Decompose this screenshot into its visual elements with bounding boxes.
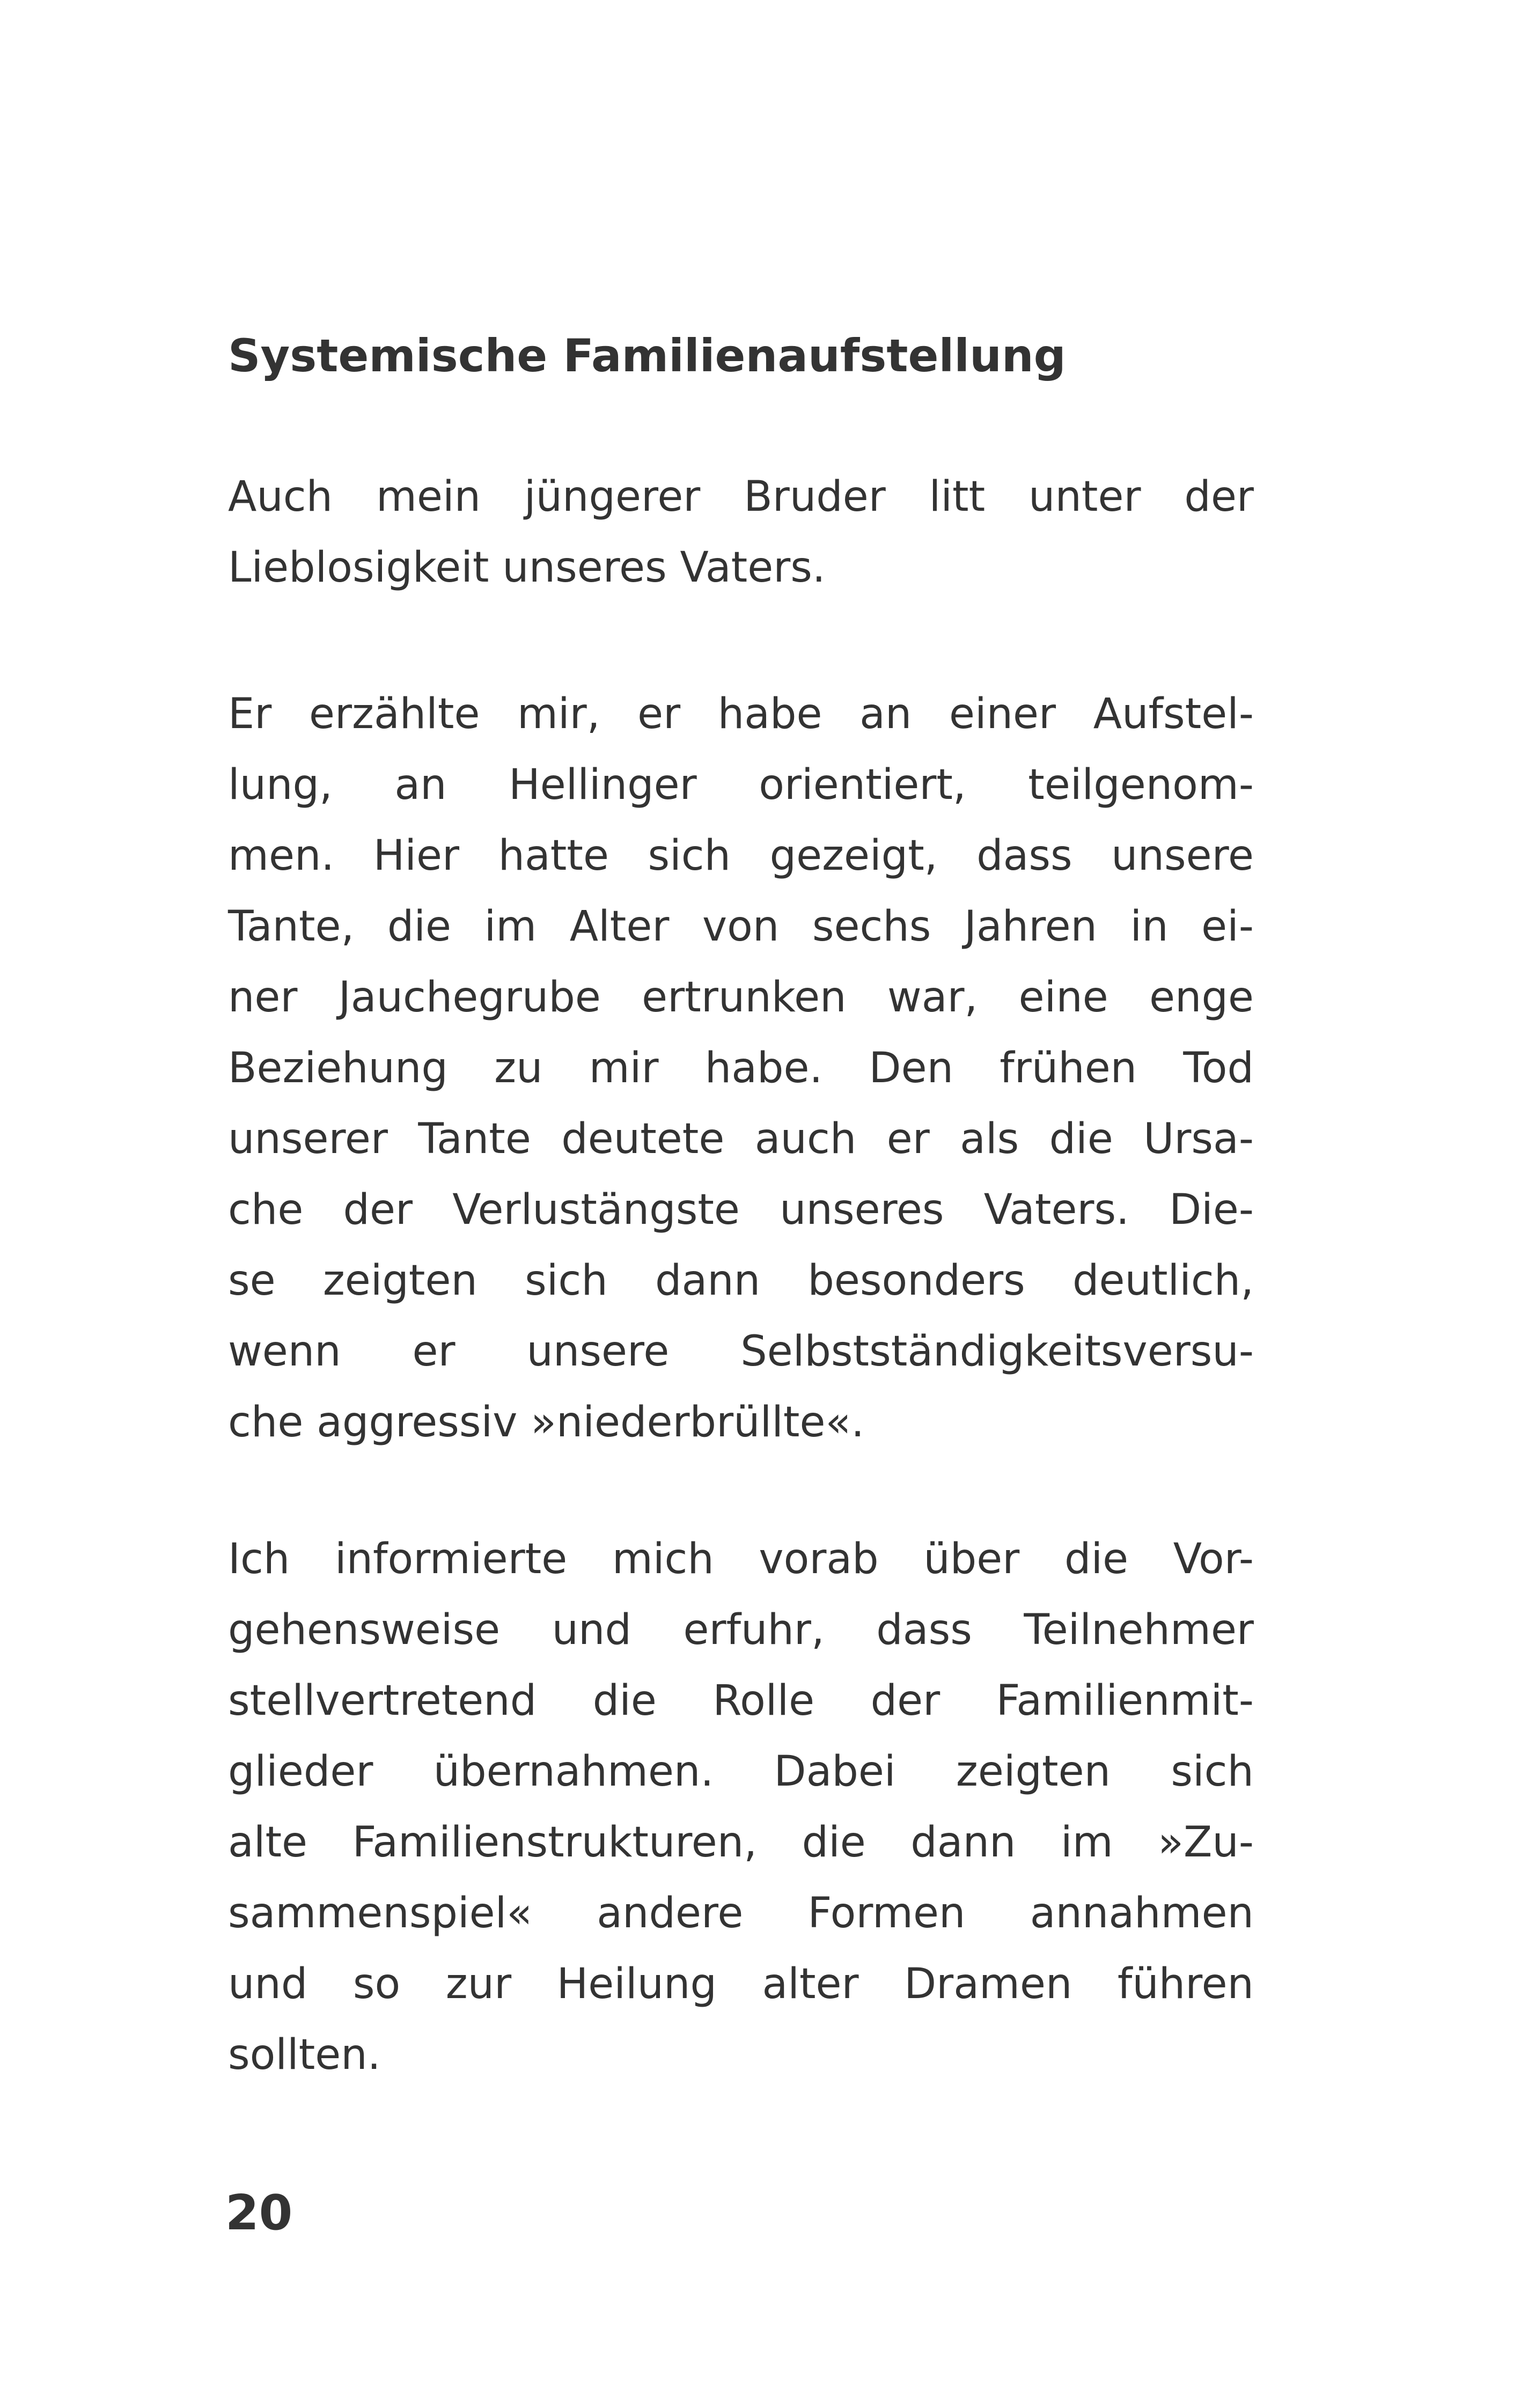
text-line: sammenspiel« andere Formen annahmen <box>228 1889 1254 1937</box>
text-line: sollten. <box>228 2031 381 2079</box>
text-line: che aggressiv »niederbrüllte«. <box>228 1398 864 1447</box>
text-line: unserer Tante deutete auch er als die Ursa- <box>228 1115 1254 1163</box>
text-line: che der Verlustängste unseres Vaters. Die- <box>228 1186 1254 1234</box>
text-line: glieder übernahmen. Dabei zeigten sich <box>228 1748 1254 1796</box>
text-line: ner Jauchegrube ertrunken war, eine enge <box>228 973 1254 1022</box>
text-line: Tante, die im Alter von sechs Jahren in ei- <box>228 902 1254 951</box>
text-line: Beziehung zu mir habe. Den frühen Tod <box>228 1044 1254 1092</box>
text-line: alte Familienstrukturen, die dann im »Zu- <box>228 1818 1254 1867</box>
text-line: men. Hier hatte sich gezeigt, dass unsere <box>228 832 1254 880</box>
text-line: lung, an Hellinger orientiert, teilgenom- <box>228 761 1254 809</box>
text-line: und so zur Heilung alter Dramen führen <box>228 1960 1254 2008</box>
text-line: gehensweise und erfuhr, dass Teilnehmer <box>228 1606 1254 1654</box>
text-line: Er erzählte mir, er habe an einer Aufstel- <box>228 690 1254 738</box>
paragraph-3 <box>228 1524 1254 2090</box>
text-line: se zeigten sich dann besonders deutlich, <box>228 1257 1254 1305</box>
page-number: 20 <box>225 2185 293 2241</box>
text-line: Ich informierte mich vorab über die Vor- <box>228 1535 1254 1583</box>
section-heading: Systemische Familienaufstellung <box>228 329 1066 382</box>
text-line: wenn er unsere Selbstständigkeitsversu- <box>228 1327 1254 1376</box>
paragraph-2 <box>228 679 1254 1458</box>
text-line: stellvertretend die Rolle der Familienmit- <box>228 1677 1254 1725</box>
text-line: Auch mein jüngerer Bruder litt unter der <box>228 473 1254 521</box>
paragraph-1 <box>228 461 1254 603</box>
text-line: Lieblosigkeit unseres Vaters. <box>228 544 826 592</box>
